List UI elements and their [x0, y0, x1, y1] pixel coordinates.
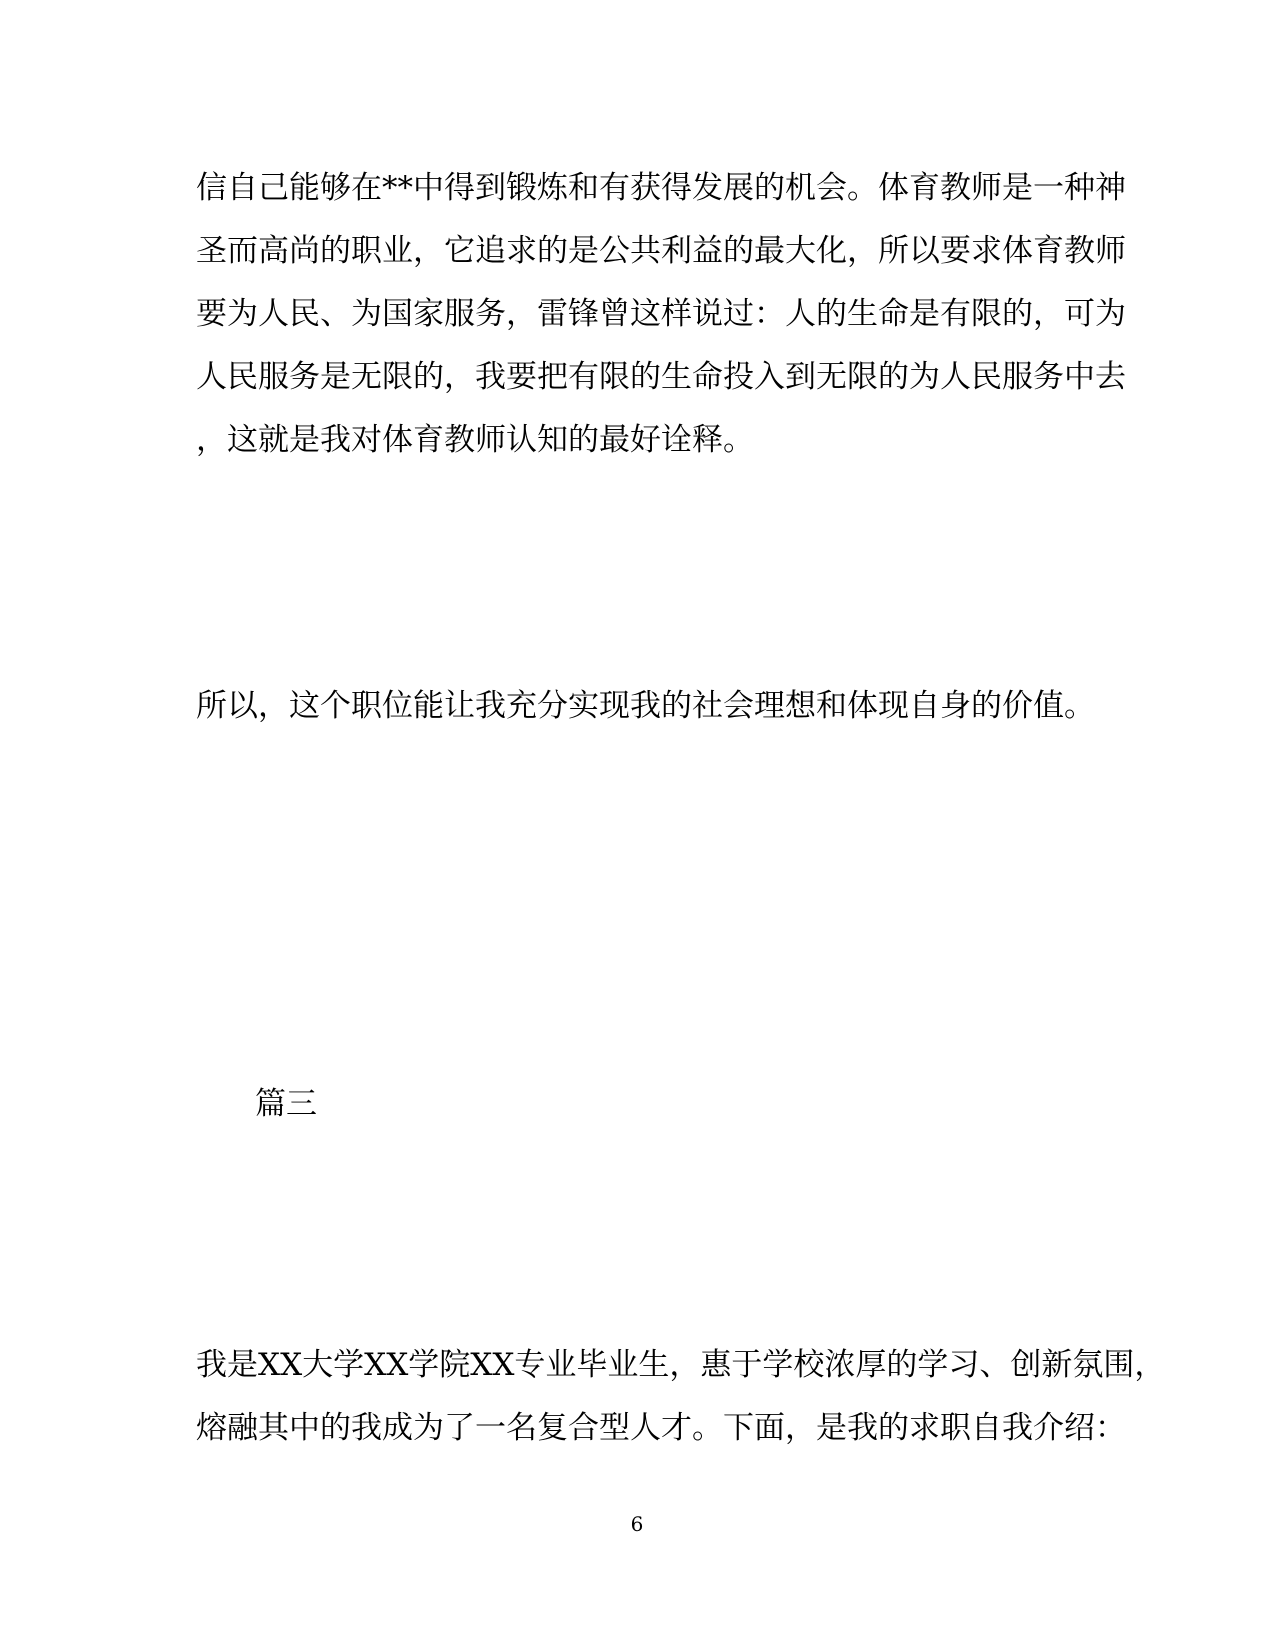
paragraph-1-line-1: 信自己能够在**中得到锻炼和有获得发展的机会。体育教师是一种神 [196, 170, 1126, 206]
paragraph-1-line-5: ，这就是我对体育教师认知的最好诠释。 [196, 422, 754, 458]
paragraph-3-line-1: 我是XX大学XX学院XX专业毕业生，惠于学校浓厚的学习、创新氛围， [196, 1347, 1166, 1383]
paragraph-2-line-1: 所以，这个职位能让我充分实现我的社会理想和体现自身的价值。 [196, 688, 1095, 724]
paragraph-1-line-4: 人民服务是无限的，我要把有限的生命投入到无限的为人民服务中去 [196, 359, 1126, 395]
paragraph-1-line-2: 圣而高尚的职业，它追求的是公共利益的最大化，所以要求体育教师 [196, 233, 1126, 269]
paragraph-1-line-3: 要为人民、为国家服务，雷锋曾这样说过：人的生命是有限的，可为 [196, 296, 1126, 332]
page-number: 6 [630, 1512, 644, 1536]
section-heading: 篇三 [255, 1086, 317, 1122]
paragraph-3-line-2: 熔融其中的我成为了一名复合型人才。下面，是我的求职自我介绍： [196, 1410, 1126, 1446]
